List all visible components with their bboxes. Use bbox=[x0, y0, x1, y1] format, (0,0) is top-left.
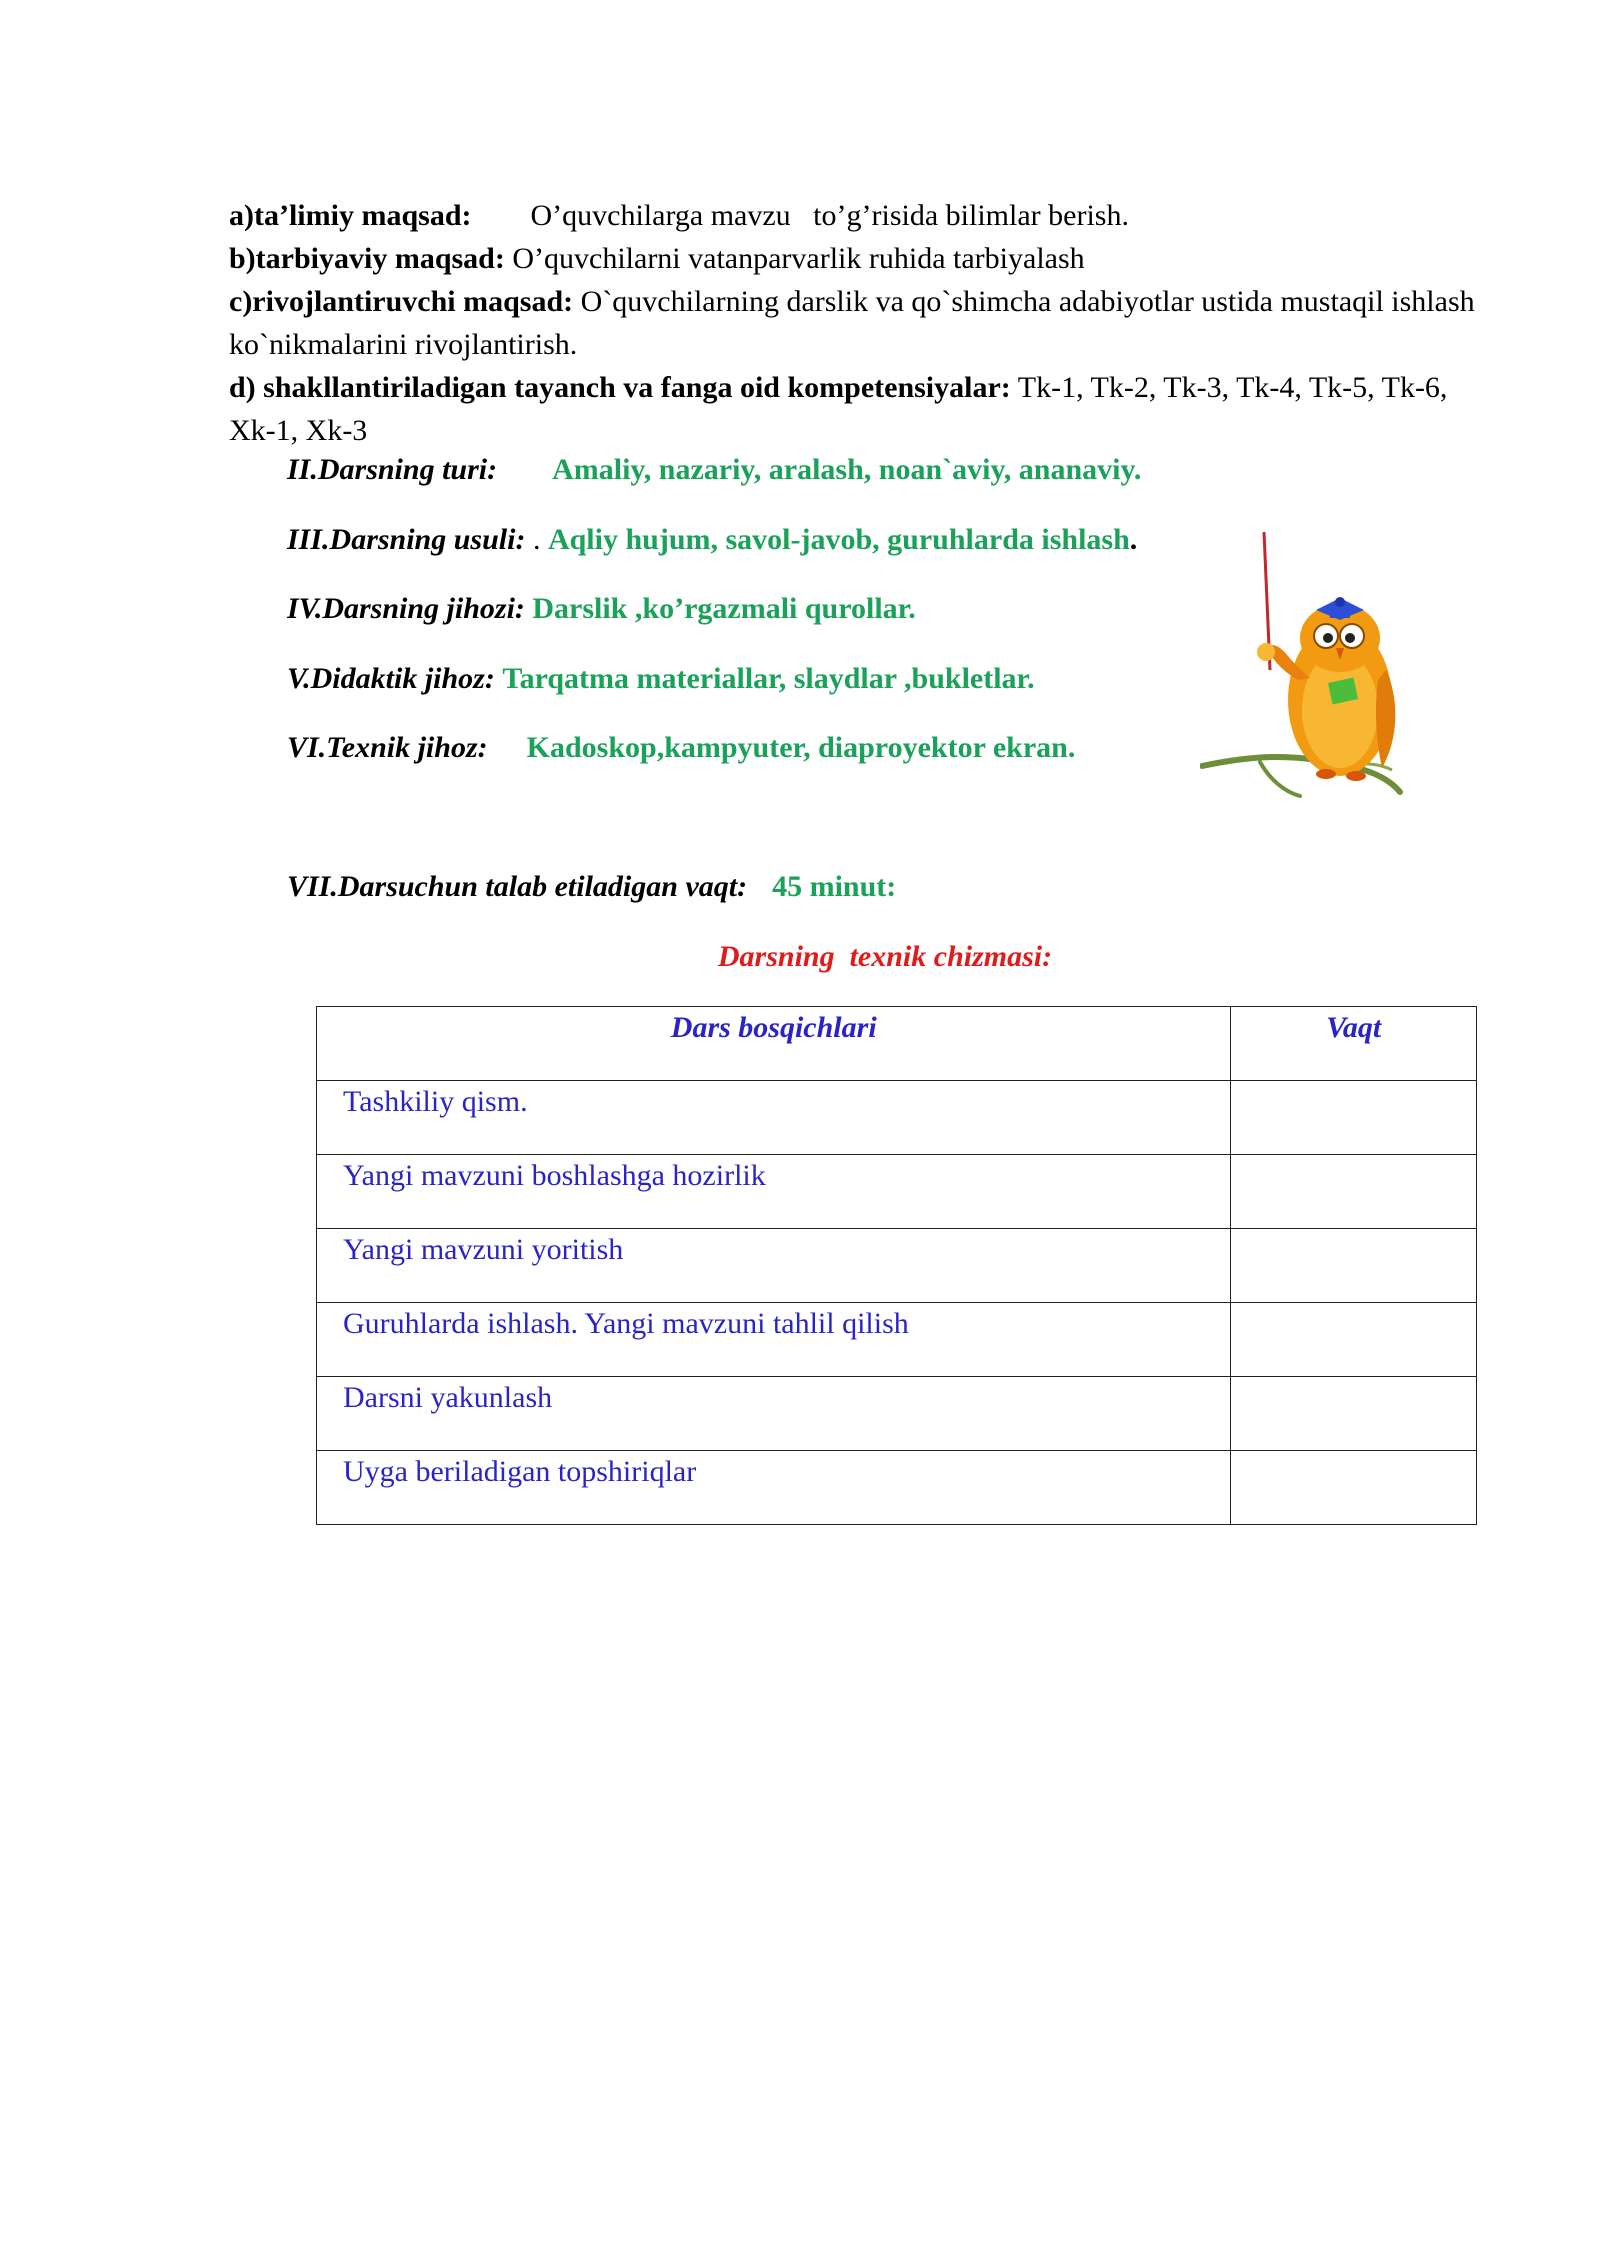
stage-cell: Tashkiliy qism. bbox=[317, 1081, 1231, 1155]
technical-equipment-label: VI.Texnik jihoz: bbox=[287, 731, 488, 764]
goal-upbringing bbox=[229, 237, 1489, 280]
time-cell bbox=[1231, 1303, 1477, 1377]
lesson-method-value: Aqliy hujum, savol-javob, guruhlarda ishlash bbox=[547, 523, 1130, 556]
lesson-method bbox=[287, 520, 1137, 560]
goal-competencies-label: d) shakllantiriladigan tayanch va fanga oid kompetensiyalar: bbox=[229, 371, 1011, 404]
lesson-method-label: III.Darsning usuli: bbox=[287, 523, 526, 556]
goal-developmental-label: c)rivojlantiruvchi maqsad: bbox=[229, 285, 574, 318]
stage-cell: Uyga beriladigan topshiriqlar bbox=[317, 1451, 1231, 1525]
stage-cell: Yangi mavzuni boshlashga hozirlik bbox=[317, 1155, 1231, 1229]
table-row bbox=[317, 1081, 1477, 1155]
technical-equipment bbox=[287, 728, 1075, 768]
goal-educational bbox=[229, 194, 1489, 237]
time-cell bbox=[1231, 1081, 1477, 1155]
goal-upbringing-text: O’quvchilarni vatanparvarlik ruhida tarbiyalash bbox=[512, 242, 1085, 275]
time-cell bbox=[1231, 1451, 1477, 1525]
owl-teacher-icon bbox=[1200, 530, 1410, 820]
stage-cell: Guruhlarda ishlash. Yangi mavzuni tahlil qilish bbox=[317, 1303, 1231, 1377]
table-row bbox=[317, 1451, 1477, 1525]
technical-equipment-value: Kadoskop,kampyuter, diaproyektor ekran. bbox=[526, 731, 1076, 764]
didactic-equipment-value: Tarqatma materiallar, slaydlar ,bukletlar. bbox=[502, 662, 1035, 695]
table-row bbox=[317, 1229, 1477, 1303]
goal-competencies-text: Tk-1, Tk-2, Tk-3, Tk-4, Tk-5, Tk-6, Xk-1, Xk-3 bbox=[229, 371, 1448, 447]
lesson-type bbox=[287, 450, 1141, 490]
lesson-type-value: Amaliy, nazariy, aralash, noan`aviy, ananaviy. bbox=[552, 453, 1142, 486]
time-cell bbox=[1231, 1155, 1477, 1229]
table-row bbox=[317, 1377, 1477, 1451]
goal-educational-text: O’quvchilarga mavzu to’g’risida bilimlar berish. bbox=[530, 199, 1129, 232]
table-row bbox=[317, 1303, 1477, 1377]
lesson-method-separator: . bbox=[525, 523, 548, 556]
didactic-equipment-label: V.Didaktik jihoz: bbox=[287, 662, 495, 695]
goal-upbringing-label: b)tarbiyaviy maqsad: bbox=[229, 242, 505, 275]
lesson-method-end: . bbox=[1129, 523, 1138, 556]
lesson-time-value: 45 minut: bbox=[772, 870, 897, 903]
lesson-equipment-label: IV.Darsning jihozi: bbox=[287, 592, 525, 625]
lesson-time bbox=[287, 867, 896, 907]
goal-developmental-text: O`quvchilarning darslik va qo`shimcha adabiyotlar ustida mustaqil ishlash ko`nikmalarini rivojlantirish. bbox=[229, 285, 1475, 361]
stage-cell: Darsni yakunlash bbox=[317, 1377, 1231, 1451]
table-row bbox=[317, 1155, 1477, 1229]
goal-educational-label: a)ta’limiy maqsad: bbox=[229, 199, 472, 232]
time-cell bbox=[1231, 1377, 1477, 1451]
lesson-stages-table bbox=[316, 1006, 1477, 1525]
table-header-row bbox=[317, 1007, 1477, 1081]
stage-cell: Yangi mavzuni yoritish bbox=[317, 1229, 1231, 1303]
header-stages: Dars bosqichlari bbox=[317, 1007, 1231, 1081]
lesson-equipment-value: Darslik ,ko’rgazmali qurollar. bbox=[532, 592, 916, 625]
lesson-type-label: II.Darsning turi: bbox=[287, 453, 498, 486]
didactic-equipment bbox=[287, 659, 1035, 699]
lesson-time-label: VII.Darsuchun talab etiladigan vaqt: bbox=[287, 870, 748, 903]
technical-chart-heading: Darsning texnik chizmasi: bbox=[717, 940, 1053, 973]
goal-developmental bbox=[229, 280, 1489, 366]
header-time: Vaqt bbox=[1231, 1007, 1477, 1081]
goal-competencies bbox=[229, 366, 1489, 452]
time-cell bbox=[1231, 1229, 1477, 1303]
lesson-equipment bbox=[287, 589, 916, 629]
